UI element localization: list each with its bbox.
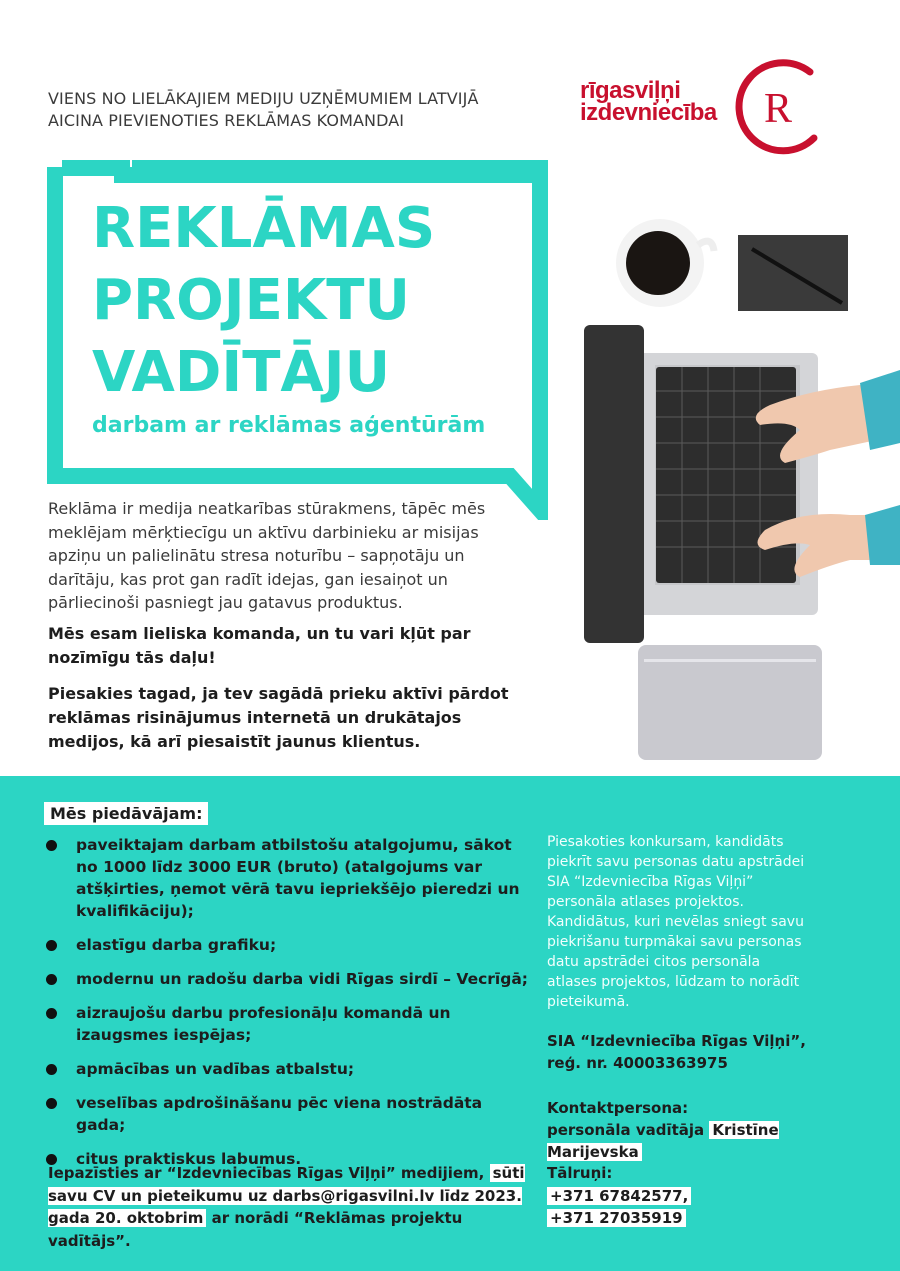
tagline-line-2: AICINA PIEVIENOTIES REKLĀMAS KOMANDAI	[48, 111, 405, 130]
data-consent-notice: Piesakoties konkursam, kandidāts piekrīt savu personas datu apstrādei SIA “Izdevniecība Rīgas Viļņi” personāla atlases projektos. Kandidātus, kuri nevēlas sniegt savu piekrišanu turpmākai savu personas datu apstrādei citos personāla atlases projektos, lūdzam to norādīt pieteikumā.	[547, 834, 805, 1010]
team-paragraph: Mēs esam lieliska komanda, un tu vari kļūt par nozīmīgu tās daļu!	[48, 624, 471, 667]
intro-paragraph: Reklāma ir medija neatkarības stūrakmens, tāpēc mēs meklējam mērķtiecīgu un aktīvu darbinieku ar misijas apziņu un palielinātu stresa noturību – sapņotāju un darītāju, kas prot gan radīt idejas, gan iesaiņot un pārliecinoši pasniegt jau gatavus produktus.	[48, 499, 486, 612]
header-tagline	[48, 88, 479, 132]
bullet-icon	[46, 1098, 57, 1109]
offer-item: veselības apdrošināšanu pēc viena nostrādāta gada;	[44, 1092, 534, 1136]
phone-numbers	[547, 1162, 747, 1230]
phone-2[interactable]: +371 27035919	[547, 1209, 686, 1227]
company-reg-number: reģ. nr. 40003363975	[547, 1054, 728, 1072]
logo-line-2: izdevniecība	[580, 99, 717, 126]
company-info	[547, 1030, 847, 1074]
contact-label: Kontaktpersona:	[547, 1099, 689, 1117]
offer-item: apmācības un vadības atbalstu;	[44, 1058, 534, 1080]
tagline-line-1: VIENS NO LIELĀKAJIEM MEDIJU UZŅĒMUMIEM LATVIJĀ	[48, 89, 479, 108]
bullet-icon	[46, 940, 57, 951]
publisher-logo-text	[580, 77, 717, 126]
offer-item: elastīgu darba grafiku;	[44, 934, 534, 956]
bullet-icon	[46, 1064, 57, 1075]
salary-range: 1000 līdz 3000 EUR	[103, 858, 272, 876]
offer-item: aizraujošu darbu profesionāļu komandā un izaugsmes iespējas;	[44, 1002, 534, 1046]
contact-name: Kristīne Marijevska	[547, 1121, 779, 1161]
logo-letter: R	[763, 86, 793, 132]
company-name: SIA “Izdevniecība Rīgas Viļņi”,	[547, 1032, 806, 1050]
contact-person	[547, 1097, 877, 1163]
bullet-icon	[46, 1008, 57, 1019]
offer-title: Mēs piedāvājam:	[44, 802, 208, 825]
application-instructions: Iepazīsties ar “Izdevniecības Rīgas Viļņi” medijiem, sūti savu CV un pieteikumu uz darbs@rigasvilni.lv līdz 2023. gada 20. oktobrim ar norādi “Reklāmas projektu vadītājs”.	[48, 1164, 525, 1250]
job-subtitle: darbam ar reklāmas aģentūrām	[92, 413, 486, 438]
bullet-icon	[46, 974, 57, 985]
application-email-deadline: sūti savu CV un pieteikumu uz darbs@rigasvilni.lv līdz 2023. gada 20. oktobrim	[48, 1164, 525, 1227]
offer-item: modernu un radošu darba vidi Rīgas sirdī – Vecrīgā;	[44, 968, 534, 990]
desk-laptop-illustration	[560, 215, 900, 770]
job-title-headline	[92, 193, 435, 409]
publisher-logo-mark	[722, 58, 832, 158]
headline-line-3: VADĪTĀJU	[92, 340, 391, 405]
headline-line-2: PROJEKTU	[92, 268, 410, 333]
contact-role-line	[547, 1119, 877, 1163]
logo-line-1: rīgasviļņi	[580, 77, 681, 104]
offer-list	[44, 834, 534, 1182]
contact-role: personāla vadītāja	[547, 1121, 705, 1139]
offer-item: citus praktiskus labumus.	[44, 1148, 534, 1170]
phones-label: Tālruņi:	[547, 1164, 613, 1182]
offer-item: paveiktajam darbam atbilstošu atalgojumu, sākot no 1000 līdz 3000 EUR (bruto) (atalgojums var atšķirties, ņemot vērā tavu iepriekšējo pieredzi un kvalifikāciju);	[44, 834, 534, 922]
phone-1[interactable]: +371 67842577,	[547, 1187, 691, 1205]
bullet-icon	[46, 840, 57, 851]
apply-call-paragraph: Piesakies tagad, ja tev sagādā prieku aktīvi pārdot reklāmas risinājumus internetā un drukātajos medijos, kā arī piesaistīt jaunus klientus.	[48, 684, 509, 751]
headline-line-1: REKLĀMAS	[92, 196, 436, 261]
